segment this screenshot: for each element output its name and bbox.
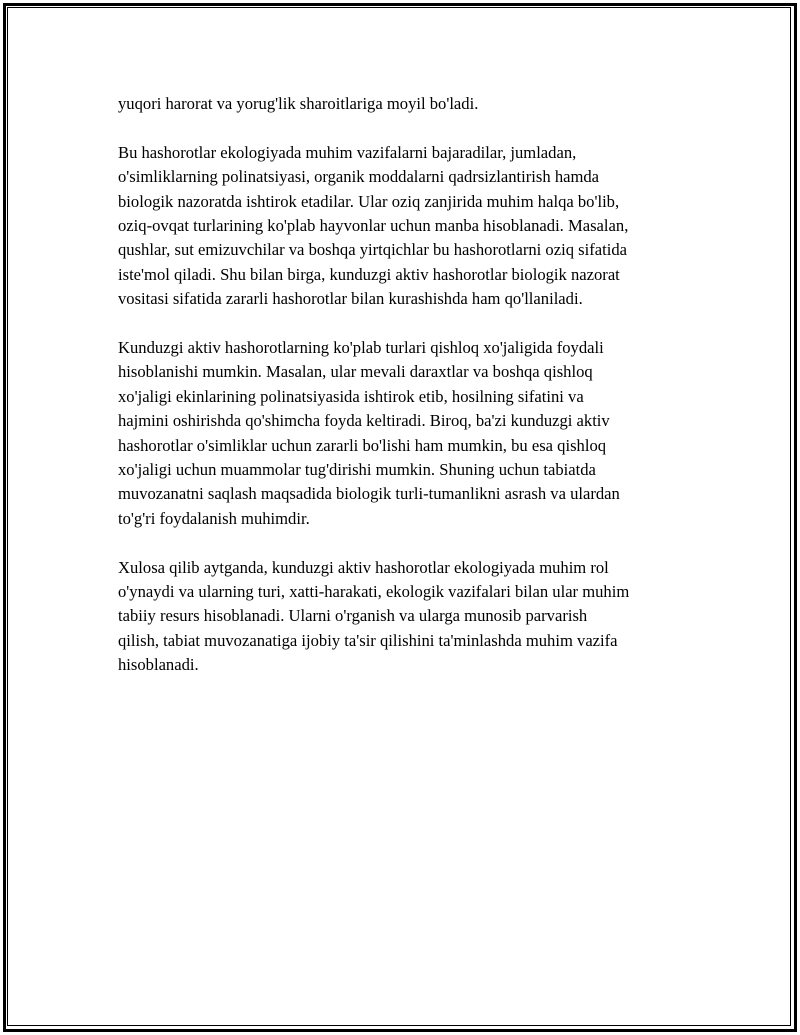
paragraph-4: Xulosa qilib aytganda, kunduzgi aktiv hashorotlar ekologiyada muhim rol o'ynaydi va ularning turi, xatti-harakati, ekologik vazifalari bilan ular muhim tabiiy resurs hisoblanadi. Ularni o'rganish va ularga munosib parvarish qilish, tabiat muvozanatiga ijobiy ta'sir qilishini ta'minlashda muhim vazifa hisoblanadi.	[118, 557, 630, 675]
document-body	[118, 92, 690, 702]
paragraph-2: Bu hashorotlar ekologiyada muhim vazifalarni bajaradilar, jumladan, o'simliklarning polinatsiyasi, organik moddalarni qadrsizlantirish hamda biologik nazoratda ishtirok etadilar. Ular oziq zanjirida muhim halqa bo'lib, oziq-ovqat turlarining ko'plab hayvonlar uchun manba hisoblanadi. Masalan, qushlar, sut emizuvchilar va boshqa yirtqichlar bu hashorotlarni oziq sifatida iste'mol qiladi. Shu bilan birga, kunduzgi aktiv hashorotlar biologik nazorat vositasi sifatida zararli hashorotlar bilan kurashishda ham qo'llaniladi.	[118, 142, 629, 309]
paragraph-1: yuqori harorat va yorug'lik sharoitlariga moyil bo'ladi.	[118, 94, 479, 113]
paragraph-3: Kunduzgi aktiv hashorotlarning ko'plab turlari qishloq xo'jaligida foydali hisoblanishi mumkin. Masalan, ular mevali daraxtlar va boshqa qishloq xo'jaligi ekinlarining polinatsiyasida ishtirok etib, hosilning sifatini va hajmini oshirishda qo'shimcha foyda keltiradi. Biroq, ba'zi kunduzgi aktiv hashorotlar o'simliklar uchun zararli bo'lishi ham mumkin, bu esa qishloq xo'jaligi uchun muammolar tug'dirishi mumkin. Shuning uchun tabiatda muvozanatni saqlash maqsadida biologik turli-tumanlikni asrash va ulardan to'g'ri foydalanish muhimdir.	[118, 338, 620, 528]
